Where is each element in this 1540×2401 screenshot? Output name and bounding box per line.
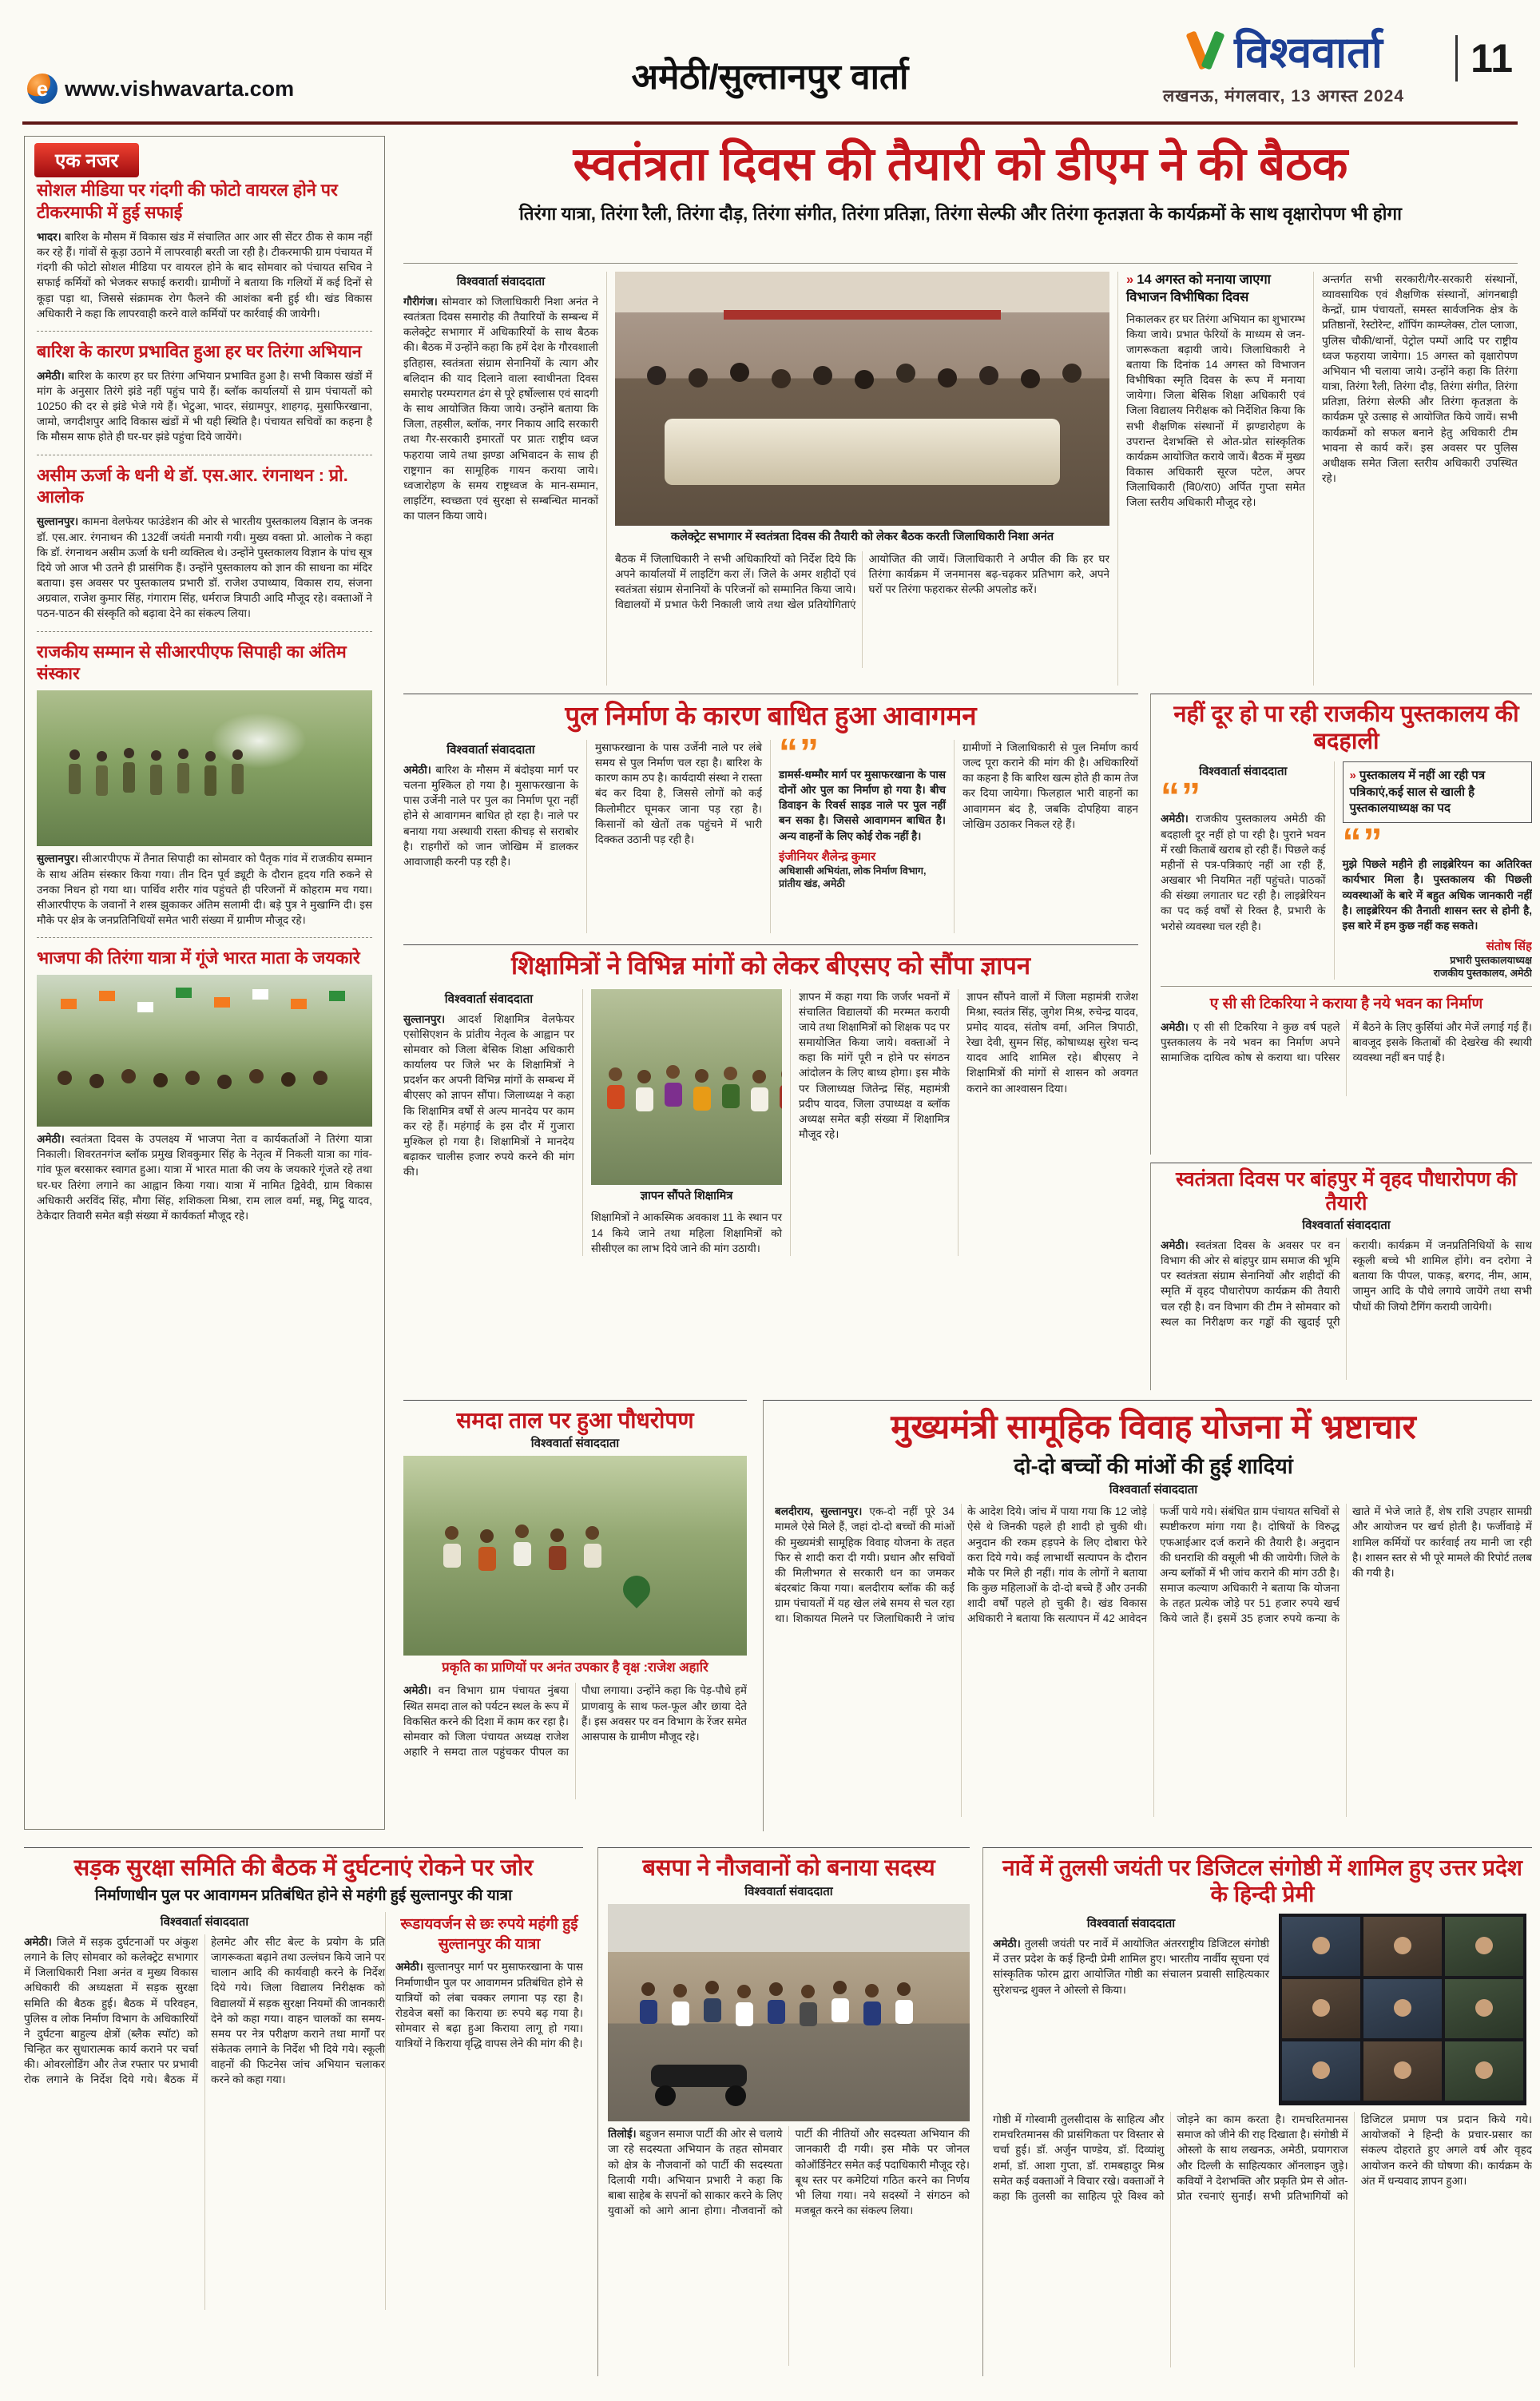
article-bridge-traffic [403, 694, 1138, 935]
quote-text: डामर्स-धम्मौर मार्ग पर मुसाफरखाना के पास दोनों ओर पुल का निर्माण हो गया है। बीच डिवाइन के रिवर्स साइड नाले पर पुल नहीं बन सका है। जिससे आवागमन बाधित है। अन्य वाहनों के लिए कोई रोक नहीं है। [779, 768, 946, 842]
edition-line: लखनऊ, मंगलवार, 13 अगस्त 2024 [1163, 87, 1404, 105]
double-arrow-icon [1126, 272, 1137, 287]
article-text: कामना वेलफेयर फाउंडेशन की ओर से भारतीय पुस्तकालय विज्ञान के जनक डॉ. एस.आर. रंगनाथन की 132वीं जयंती मनायी गयी। मुख्य वक्ता प्रो. आलोक ने कहा कि डॉ. रंगनाथन असीम ऊर्जा के धनी व्यक्तित्व थे। उन्होंने पुस्तकालय विज्ञान के पांच सूत्र दिये जो आज भी उतने ही प्रासंगिक हैं। उन्होंने पुस्तकालय को ज्ञान की साधना का मंदिर बताया। इस अवसर पर पुस्तकालय प्रभारी डॉ. राजेश उपाध्याय, विकास राय, संजना अग्रवाल, राजेश कुमार सिंह, गंगाराम सिंह, धर्मराज त्रिपाठी आदि मौजूद रहे। वक्ताओं ने पठन-पाठन की संस्कृति को बढ़ावा देने का संकल्प लिया। [37, 515, 372, 620]
flags-shape [61, 999, 77, 1009]
bridge-column-2 [587, 740, 771, 933]
article-subhead: दो-दो बच्चों की मांओं की हुई शादियां [1014, 1453, 1293, 1478]
article-text: बारिश के मौसम में विकास खंड में संचालित आर आर सी सेंटर ठीक से काम नहीं कर रहे हैं। गांवों से कूड़ा उठाने में लापरवाही बरती जा रही है। टीकरमाफी ग्राम पंचायत में गंदगी की फोटो सोशल मीडिया पर वायरल होने के बाद सोमवार को पंचायत सचिव ने सफाई कर्मियों को भेजकर सफाई करायी। ग्रामीणों ने बताया कि गलियों में कई दिनों से कूड़ा पड़ा था, जिससे संक्रामक रोग फैलने की आशंका बनी हुई थी। खंड विकास अधिकारी ने कहा कि लापरवाही करने वाले कर्मियों पर कार्रवाई की जायेगी। [37, 230, 372, 320]
quote-icon [1343, 829, 1532, 857]
people-shape [641, 1982, 655, 1996]
lead-headline: स्वतंत्रता दिवस की तैयारी को डीएम ने की बैठक [573, 138, 1348, 190]
lead-photo-column [607, 272, 1118, 686]
article-text: वन विभाग ग्राम पंचायत नुंबया स्थित समदा ताल को पर्यटन स्थल के रूप में विकसित करने की दिशा में काम कर रहा है। सोमवार को जिला पंचायत अध्यक्ष राजेश अहारि ने समदा ताल पहुंचकर पीपल का पौधा लगाया। उन्होंने कहा कि पेड़-पौधे हमें प्राणवायु के साथ फल-फूल और छाया देते हैं। इस अवसर पर वन विभाग के रेंजर समेत आसपास के ग्रामीण मौजूद रहे। [403, 1684, 747, 1759]
participant-tile [1363, 2041, 1442, 2101]
dateline: भादर। [37, 230, 62, 243]
participant-face [1312, 2061, 1330, 2079]
article-headline: शिक्षामित्रों ने विभिन्न मांगों को लेकर बीएसए को सौंपा ज्ञापन [510, 952, 1031, 980]
dateline: अमेठी। [403, 763, 431, 776]
sidebar-article-bjp-tiranga-yatra [37, 948, 372, 1223]
participant-tile [1445, 1979, 1523, 2038]
zoom-seminar-photo [1279, 1914, 1526, 2105]
photo-caption: प्रकृति का प्राणियों पर अनंत उपकार है वृक्ष :राजेश अहारि [442, 1660, 708, 1676]
divider [37, 631, 372, 632]
article-subhead: निर्माणाधीन पुल पर आवागमन प्रतिबंधित होने से महंगी हुई सुल्तानपुर की यात्रा [94, 1887, 513, 1905]
article-headline: बसपा ने नौजवानों को बनाया सदस्य [642, 1855, 935, 1881]
article-text: गोष्ठी में गोस्वामी तुलसीदास के साहित्य और रामचरितमानस की प्रासंगिकता पर विस्तार से चर्चा हुई। डॉ. अर्जुन पाण्डेय, डॉ. दिव्यांशु शर्मा, डॉ. आशा गुप्ता, डॉ. रामबहादुर मिश्र समेत कई वक्ताओं ने विचार रखे। वक्ताओं ने कहा कि तुलसी का साहित्य पूरे विश्व को जोड़ने का काम करता है। रामचरितमानस समाज को जीने की राह दिखाता है। संगोष्ठी में ओस्लो के साथ लखनऊ, अमेठी, प्रयागराज और दिल्ली के साहित्यकार ऑनलाइन जुड़े। कवियों ने देशभक्ति और प्रकृति प्रेम से ओत-प्रोत रचनाएं सुनाईं। सभी प्रतिभागियों को डिजिटल प्रमाण पत्र प्रदान किये गये। आयोजकों ने हिन्दी के प्रचार-प्रसार का संकल्प दोहराते हुए अगले वर्ष और वृहद आयोजन करने की घोषणा की। कार्यक्रम के अंत में धन्यवाद ज्ञापन हुआ। [993, 2113, 1532, 2202]
section-title: अमेठी/सुल्तानपुर वार्ता [631, 58, 909, 97]
lead-headline-block [403, 134, 1518, 264]
article-headline: समदा ताल पर हुआ पौधरोपण [456, 1408, 694, 1433]
article-headline: नार्वे में तुलसी जयंती पर डिजिटल संगोष्ठी में शामिल हुए उत्तर प्रदेश के हिन्दी प्रेमी [1002, 1855, 1522, 1907]
dateline: बलदीराय, सुल्तानपुर। [775, 1505, 863, 1518]
article-text: स्वतंत्रता दिवस के अवसर पर वन विभाग की ओर से बांहपुर ग्राम समाज की भूमि पर स्वतंत्रता संग्राम सेनानियों और शहीदों की स्मृति में वृहद पौधारोपण कार्यक्रम की तैयारी चल रही है। वन विभाग की टीम ने सोमवार को स्थल का निरीक्षण कर गड्ढों की खुदाई पूरी करायी। कार्यक्रम में जनप्रतिनिधियों के साथ स्कूली बच्चे भी शामिल होंगे। वन दरोगा ने बताया कि पीपल, पाकड़, बरगद, नीम, आम, जामुन आदि के पौधे लगाये जायेंगे तथा सभी पौधों की जियो टैगिंग करायी जायेगी। [1161, 1239, 1532, 1328]
participant-tile [1363, 1917, 1442, 1976]
sidebar-article-ranganathan [37, 465, 372, 622]
header-rule [22, 121, 1518, 125]
meeting-table-shape [665, 419, 1060, 485]
quote-icon [1161, 784, 1326, 811]
byline: विश्ववार्ता संवाददाता [1302, 1218, 1391, 1232]
smoke-shape [211, 713, 307, 769]
article-text: सीआरपीएफ में तैनात सिपाही का सोमवार को पैतृक गांव में राजकीय सम्मान के साथ अंतिम संस्कार किया गया। तीन दिन पूर्व ड्यूटी के दौरान हृदय गति रुकने से उनका निधन हो गया था। पार्थिव शरीर गांव पहुंचते ही परिजनों में कोहराम मच गया। सीआरपीएफ के जवानों ने शस्त्र झुकाकर अंतिम सलामी दी। बड़े पुत्र ने मुखाग्नि दी। इस मौके पर क्षेत्र के जनप्रतिनिधियों समेत भारी संख्या में ग्रामीण मौजूद रहे। [37, 853, 372, 926]
sidebar-article-flag-campaign [37, 341, 372, 445]
participant-face [1394, 1937, 1411, 1954]
dateline: तिलोई। [608, 2128, 637, 2141]
page-number: 11 [1455, 35, 1513, 81]
tiranga-yatra-photo [37, 975, 372, 1127]
article-text: जिले में सड़क दुर्घटनाओं पर अंकुश लगाने के लिए सोमवार को कलेक्ट्रेट सभागार में जिलाधिकारी निशा अनंत व मुख्य विकास अधिकारी की अध्यक्षता में सड़क सुरक्षा समिति की बैठक हुई। बैठक में परिवहन, पुलिस व लोक निर्माण विभाग के अधिकारियों ने दुर्घटना बाहुल्य क्षेत्रों (ब्लैक स्पॉट) को चिन्हित कर सुधारात्मक कार्य कराने पर चर्चा की। ओवरलोडिंग और तेज रफ्तार पर प्रभावी रोक लगाने के निर्देश दिये गये। बैठक में हेलमेट और सीट बेल्ट के प्रयोग के प्रति जागरूकता बढ़ाने तथा उल्लंघन किये जाने पर चालान आदि की कार्यवाही करने के निर्देश दिये गये। जिला विद्यालय निरीक्षक को विद्यालयों में सड़क सुरक्षा नियमों की जानकारी देने को कहा गया। वाहन चालकों का समय-समय पर नेत्र परीक्षण कराने तथा मार्गों पर संकेतक लगाने के निर्देश भी दिये गये। स्कूली वाहनों की फिटनेस जांच अभियान चलाकर करने को कहा गया। [24, 1935, 385, 2086]
bsp-members-photo [608, 1904, 970, 2121]
article-text: तुलसी जयंती पर नार्वे में आयोजित अंतरराष्ट्रीय डिजिटल संगोष्ठी में उत्तर प्रदेश के कई हिन्दी प्रेमी शामिल हुए। भारतीय नार्वीय सूचना एवं सांस्कृतिक फोरम द्वारा आयोजित गोष्ठी का संचालन प्रवासी साहित्यकार सुरेशचन्द्र शुक्ल ने ओस्लो से किया। [993, 1938, 1269, 1996]
memo-photo-column [583, 989, 791, 1256]
article-headline: बारिश के कारण प्रभावित हुआ हर घर तिरंगा अभियान [37, 341, 362, 361]
participant-face [1312, 1937, 1330, 1954]
quote-attribution-name: इंजीनियर शैलेन्द्र कुमार [779, 849, 876, 864]
motorcycle-shape [651, 2065, 747, 2087]
dateline: गौरीगंज। [403, 296, 438, 308]
memo-column-3 [791, 989, 959, 1256]
article-text: ज्ञापन सौंपने वालों में जिला महामंत्री राजेश मिश्रा, स्वतंत्र सिंह, जुगेश मिश्र, रुचेन्द्र यादव, प्रमोद यादव, संतोष वर्मा, अनिल त्रिपाठी, रेखा देवी, सुमन सिंह, कोषाध्यक्ष सुरेश चन्द यादव आदि शामिल रहे। बीएसए ने शिक्षामित्रों की मांगों से शासन को अवगत कराने का आश्वासन दिया। [966, 990, 1138, 1095]
participant-face [1475, 2061, 1493, 2079]
article-text: सुल्तानपुर मार्ग पर मुसाफरखाना के पास निर्माणाधीन पुल पर आवागमन प्रतिबंधित होने से यात्रियों को लंबा चक्कर लगाना पड़ रहा है। रोडवेज बसों का किराया छः रुपये बढ़ गया है। सोमवार से बढ़ा हुआ किराया लागू हो गया। यात्रियों ने किराया वृद्धि वापस लेने की मांग की है। [395, 1961, 583, 2050]
dm-meeting-photo [615, 272, 1109, 526]
memorandum-photo [591, 989, 782, 1185]
article-text: मुसाफरखाना के पास उर्जेनी नाले पर लंबे समय से पुल निर्माण चल रहा है। बारिश के कारण काम ठप है। कार्यदायी संस्था ने रास्ता बंद कर दिया है, जिससे लोगों को कई किलोमीटर घूमकर जाना पड़ रहा है। किसानों को खेतों तक पहुंचने में भारी दिक्कत उठानी पड़ रही है। [595, 741, 762, 845]
article-text: एक-दो नहीं पूरे 34 मामले ऐसे मिले हैं, जहां दो-दो बच्चों की मांओं की मुख्यमंत्री सामूहिक विवाह योजना के तहत फिर से शादी करा दी गयी। प्रधान और सचिवों की मिलीभगत से सरकारी धन का जमकर बंदरबांट किया गया। बलदीराय ब्लॉक की कई ग्राम पंचायतों में यह खेल लंबे समय से चल रहा था। शिकायत मिलने पर जिलाधिकारी ने जांच के आदेश दिये। जांच में पाया गया कि 12 जोड़े ऐसे थे जिनकी पहले ही शादी हो चुकी थी। अनुदान की रकम हड़पने के लिए दोबारा फेरे करा दिये गये। कई लाभार्थी सत्यापन के दौरान मौके पर मिले ही नहीं। गांव के लोगों ने बताया कि कुछ महिलाओं के दो-दो बच्चे हैं और उनकी शादी वर्षों पहले हो चुकी है। खंड विकास अधिकारी ने बताया कि सत्यापन में 42 आवेदन फर्जी पाये गये। संबंधित ग्राम पंचायत सचिवों से स्पष्टीकरण मांगा गया है। दोषियों के विरुद्ध एफआईआर दर्ज कराने की तैयारी है। अनुदान की धनराशि की वसूली भी की जायेगी। जिले के अन्य ब्लॉकों में भी जांच कराने की मांग उठी है। समाज कल्याण अधिकारी ने बताया कि योजना के तहत प्रत्येक जोड़े पर 51 हजार रुपये खर्च किये जाते हैं। इसमें 35 हजार रुपये कन्या के खाते में भेजे जाते हैं, शेष राशि उपहार सामग्री और आयोजन पर खर्च होती है। फर्जीवाड़े में शामिल कर्मियों पर कार्रवाई तय मानी जा रही है। शासन स्तर से भी पूरे मामले की रिपोर्ट तलब की गयी है। [775, 1505, 1532, 1625]
quote-text: मुझे पिछले महीने ही लाइब्रेरियन का अतिरिक्त कार्यभार मिला है। पुस्तकालय की पिछली व्यवस्थाओं के बारे में बहुत अधिक जानकारी नहीं है। लाइब्रेरियन की तैनाती शासन स्तर से होनी है, इस बारे में हम कुछ नहीं कह सकते। [1342, 858, 1532, 932]
byline: विश्ववार्ता संवाददाता [447, 742, 535, 757]
people-shape [69, 749, 80, 760]
quote-attribution-name: संतोष सिंह [1486, 939, 1532, 953]
participant-tile [1282, 1917, 1360, 1976]
double-arrow-icon [1350, 769, 1359, 782]
byline: विश्ववार्ता संवाददाता [456, 275, 546, 288]
dateline: अमेठी। [395, 1961, 423, 1974]
participant-tile [1363, 1979, 1442, 2038]
plantation-photo [403, 1456, 747, 1656]
article-headline: भाजपा की तिरंगा यात्रा में गूंजे भारत माता के जयकारे [37, 948, 360, 968]
article-library-building [1161, 986, 1532, 1096]
article-headline: स्वतंत्रता दिवस पर बांहपुर में वृहद पौधारोपण की तैयारी [1175, 1168, 1518, 1214]
article-norway-tulsi-seminar [982, 1847, 1532, 2376]
people-shape [445, 1526, 458, 1540]
soldier-figures-shape [69, 764, 81, 794]
article-headline: मुख्यमंत्री सामूहिक विवाह योजना में भ्रष्टाचार [891, 1408, 1416, 1445]
sub-article-headline: रूडायवर्जन से छः रुपये महंगी हुई सुल्तानपुर की यात्रा [400, 1915, 578, 1953]
dateline: अमेठी। [1161, 1021, 1189, 1034]
participant-face [1394, 2061, 1411, 2079]
road-safety-text [24, 1912, 385, 2310]
article-text: ज्ञापन में कहा गया कि जर्जर भवनों में संचालित विद्यालयों की मरम्मत करायी जाये तथा शिक्षामित्रों को शिक्षक पद पर समायोजित किया जाये। वक्ताओं ने कहा कि मांगें पूरी न होने पर संगठन आंदोलन के लिए बाध्य होगा। इस मौके पर जिलाध्यक्ष जितेन्द्र सिंह, महामंत्री प्रदीप यादव, जिला उपाध्यक्ष व ब्लॉक अध्यक्ष समेत बड़ी संख्या में शिक्षामित्र मौजूद रहे। [799, 990, 950, 1140]
article-headline: सड़क सुरक्षा समिति की बैठक में दुर्घटनाएं रोकने पर जोर [73, 1855, 534, 1881]
article-text: सोमवार को जिलाधिकारी निशा अनंत ने स्वतंत्रता दिवस समारोह की तैयारियों के सम्बन्ध में कलेक्ट्रेट सभागार में अधिकारियों के साथ बैठक की। बैठक में उन्होंने कहा कि हमें देश के गौरवशाली इतिहास, स्वतंत्रता संग्राम सेनानियों के त्याग और बलिदान की याद दिलाने वाला स्वाधीनता दिवस समारोह परम्परागत ढंग से पूरे हर्षोल्लास एवं सादगी के साथ आयोजित किया जाये। उन्होंने बताया कि जिला, तहसील, ब्लॉक, नगर निकाय आदि सरकारी तथा गैर-सरकारी इमारतों पर प्रातः राष्ट्रीय ध्वज फहराया जाये तथा झण्डा अभिवादन के साथ ही राष्ट्रगान का सामूहिक गायन कराया जाये। ध्वजारोहण के समय राष्ट्रध्वज के मान-सम्मान, लाइटिंग, स्वच्छता एवं सुरक्षा से सम्बन्धित मानकों का पालन किया जाये। [403, 296, 598, 523]
bridge-quote-column [771, 740, 955, 933]
article-shikshamitra-memorandum [403, 944, 1138, 1382]
masthead [1163, 21, 1404, 107]
masthead-name: विश्ववार्ता [1234, 29, 1383, 77]
article-text: ग्रामीणों ने जिलाधिकारी से पुल निर्माण कार्य जल्द पूरा कराने की मांग की है। अधिकारियों का कहना है कि बारिश खत्म होते ही काम तेज कर दिया जायेगा। फिलहाल भारी वाहनों का आवागमन बंद है, जबकि दोपहिया वाहन जोखिम उठाकर निकल रहे हैं। [963, 741, 1138, 830]
one-glance-tab: एक नजर [34, 143, 139, 177]
article-text: शिक्षामित्रों ने आकस्मिक अवकाश 11 के स्थान पर 14 किये जाने तथा महिला शिक्षामित्रों को सीसीएल का लाभ दिये जाने की मांग उठायी। [591, 1211, 782, 1254]
participant-tile [1445, 1917, 1523, 1976]
banner-shape [724, 310, 1001, 320]
photo-caption: कलेक्ट्रेट सभागार में स्वतंत्रता दिवस की तैयारी को लेकर बैठक करती जिलाधिकारी निशा अनंत [670, 531, 1054, 543]
byline: विश्ववार्ता संवाददाता [744, 1885, 833, 1899]
officials-shape [647, 366, 666, 385]
funeral-photo [37, 690, 372, 846]
sub-article-headline: ए सी सी टिकरिया ने कराया है नये भवन का निर्माण [1209, 996, 1483, 1013]
lead-column-5 [1314, 272, 1518, 686]
highlight-text: पुस्तकालय में नहीं आ रही पत्र पत्रिकाएं,कई साल से खाली है पुस्तकालयाध्यक्ष का पद [1349, 769, 1486, 815]
byline: विश्ववार्ता संवाददाता [160, 1914, 249, 1929]
dateline: अमेठी। [993, 1938, 1021, 1950]
lead-column-1 [403, 272, 607, 686]
article-text: निकालकर हर घर तिरंगा अभियान का शुभारम्भ किया जाये। प्रभात फेरियों के माध्यम से जन-जागरूकता बढ़ायी जाये। जिलाधिकारी ने बताया कि दिनांक 14 अगस्त को विभाजन विभीषिका स्मृति दिवस के रूप में मनाया जायेगा। जिला बेसिक शिक्षा अधिकारी एवं जिला विद्यालय निरीक्षक को निर्देशित किया कि सभी शैक्षणिक संस्थानों में झण्डारोहण के उपरान्त देशभक्ति से ओत-प्रोत सांस्कृतिक कार्यक्रम आयोजित कराये जायें। बैठक में मुख्य विकास अधिकारी सूरज पटेल, अपर जिलाधिकारी (वि0/रा0) अर्पित गुप्ता समेत जिला स्तरीय अधिकारी मौजूद रहे। [1126, 312, 1305, 509]
participant-tile [1282, 1979, 1360, 2038]
people-figures-shape [640, 2000, 657, 2024]
participant-face [1312, 1999, 1330, 2017]
sub-item-heading [1126, 272, 1305, 307]
lead-column-4 [1118, 272, 1314, 686]
article-text: बारिश के मौसम में बंदोइया मार्ग पर चलना मुश्किल हो गया है। मुसाफरखाना के पास उर्जेनी नाले पर पुल का निर्माण पूरा नहीं होने से आवागमन बाधित हो रहा है। नाले पर बनाया गया अस्थायी रास्ता कीचड़ से सराबोर है। राहगीरों को जान जोखिम में डालकर आवाजाही करनी पड़ रही है। [403, 763, 578, 868]
article-text: स्वतंत्रता दिवस के उपलक्ष्य में भाजपा नेता व कार्यकर्ताओं ने तिरंगा यात्रा निकाली। शिवरतनगंज ब्लॉक प्रमुख शिवकुमार सिंह के नेतृत्व में निकली यात्रा का गांव-गांव फूल बरसाकर स्वागत हुआ। यात्रा में भारत माता की जय के जयकारे गूंजते रहे तथा घर-घर तिरंगा लगाने का आह्वान किया गया। यात्रा में नामित द्विवेदी, ग्राम विकास अधिकारी अरविंद सिंह, मौगा सिंह, शशिकला मिश्रा, राम लाल वर्मा, मन्नू, मिट्ठू यादव, ठेकेदार तिवारी समेत बड़ी संख्या में कार्यकर्ता मौजूद रहे। [37, 1133, 372, 1222]
memo-column-1 [403, 989, 583, 1256]
sapling-shape [617, 1570, 656, 1608]
dateline: अमेठी। [403, 1684, 431, 1697]
library-box-column [1335, 761, 1532, 980]
article-text: राजकीय पुस्तकालय अमेठी की बदहाली दूर नहीं हो पा रही है। पुराने भवन में रखी किताबें खराब हो रही हैं। पिछले कई महीनों से पत्र-पत्रिकाएं नहीं आ रही हैं, अखबार भी नियमित नहीं पहुंचते। पाठकों की संख्या लगातार घट रही है। लाइब्रेरियन का पद कई वर्षों से रिक्त है, प्रभारी के भरोसे व्यवस्था चल रही है। [1161, 813, 1326, 932]
article-text: अन्तर्गत सभी सरकारी/गैर-सरकारी संस्थानों, व्यावसायिक एवं शैक्षणिक संस्थानों, आंगनबाड़ी केन्द्रों, ग्राम पंचायतों, समस्त सार्वजनिक क्षेत्र के प्रतिष्ठानों, रेस्टोरेन्ट, शॉपिंग काम्प्लेक्स, टोल प्लाजा, पुलिस चौकी/थानों, पेट्रोल पम्पों आदि पर राष्ट्रीय ध्वज फहराया जायेगा। 15 अगस्त को वृक्षारोपण अभियान भी चलाया जाये। उन्होंने कहा कि तिरंगा यात्रा, तिरंगा रैली, तिरंगा दौड़, तिरंगा संगीत, तिरंगा प्रतिज्ञा, तिरंगा सेल्फी और तिरंगा कृतज्ञता के कार्यक्रम पूरे उत्साह से आयोजित किये जायें। सभी कार्यक्रमों को सफल बनाने हेतु अधिकारी टीम भावना से कार्य करें। इस अवसर पर पुलिस अधीक्षक समेत जिला स्तरीय अधिकारी उपस्थित रहे। [1322, 273, 1518, 485]
quote-icon [779, 740, 946, 767]
byline: विश्ववार्ता संवाददाता [444, 992, 534, 1006]
article-bsp-membership [597, 1847, 970, 2376]
norway-text-column [993, 1914, 1269, 2105]
article-road-safety-meeting [24, 1847, 583, 2376]
one-glance-sidebar [24, 136, 385, 1830]
dateline: अमेठी। [37, 1133, 65, 1146]
participant-face [1475, 1999, 1493, 2017]
sidebar-article-crpf-funeral [37, 642, 372, 928]
divider [37, 937, 372, 938]
quote-attribution-role: अधिशासी अभियंता, लोक निर्माण विभाग, प्रांतीय खंड, अमेठी [779, 865, 927, 889]
participant-tile [1282, 2041, 1360, 2101]
dateline: सुल्तानपुर। [403, 1012, 446, 1025]
quote-attribution-role: राजकीय पुस्तकालय, अमेठी [1433, 968, 1532, 980]
byline: विश्ववार्ता संवाददाता [530, 1437, 620, 1451]
masthead-v-icon [1185, 30, 1226, 71]
article-fare-hike [385, 1912, 583, 2310]
highlight-box [1343, 761, 1532, 823]
dateline: अमेठी। [24, 1935, 52, 1948]
bridge-column-1 [403, 740, 587, 933]
article-marriage-scheme-corruption [763, 1400, 1532, 1831]
people-figures-shape [443, 1544, 461, 1568]
dateline: सुल्तानपुर। [37, 515, 79, 528]
byline: विश्ववार्ता संवाददाता [1199, 765, 1288, 779]
article-headline: नहीं दूर हो पा रही राजकीय पुस्तकालय की बदहाली [1173, 702, 1519, 755]
lead-subhead: तिरंगा यात्रा, तिरंगा रैली, तिरंगा दौड़, तिरंगा संगीत, तिरंगा प्रतिज्ञा, तिरंगा सेल्फी और तिरंगा कृतज्ञता के कार्यक्रमों के साथ वृक्षारोपण भी होगा [518, 204, 1403, 225]
sub-item-heading-text: 14 अगस्त को मनाया जाएगा विभाजन विभीषिका दिवस [1126, 272, 1271, 304]
article-text: ए सी सी टिकरिया ने कुछ वर्ष पहले पुस्तकालय के नये भवन का निर्माण अपने सामाजिक दायित्व कोष से कराया था। परिसर में बैठने के लिए कुर्सियां और मेजें लगाई गई हैं। बावजूद इसके किताबों की देखरेख की स्थायी व्यवस्था नहीं बन पाई है। [1161, 1021, 1532, 1064]
article-headline: असीम ऊर्जा के धनी थे डॉ. एस.आर. रंगनाथन : प्रो. आलोक [37, 465, 348, 507]
dateline: सुल्तानपुर। [37, 853, 79, 865]
article-headline: पुल निर्माण के कारण बाधित हुआ आवागमन [565, 701, 977, 730]
dateline: अमेठी। [37, 369, 65, 382]
lead-article [403, 272, 1518, 686]
article-text: बहुजन समाज पार्टी की ओर से चलाये जा रहे सदस्यता अभियान के तहत सोमवार को क्षेत्र के नौजवानों को पार्टी की सदस्यता दिलायी गयी। अभियान प्रभारी ने कहा कि बाबा साहेब के सपनों को साकार करने के लिए युवाओं को आगे आना होगा। नौजवानों को पार्टी की नीतियों और सदस्यता अभियान की जानकारी दी गयी। इस मौके पर जोनल कोऑर्डिनेटर समेत कई पदाधिकारी मौजूद रहे। बूथ स्तर पर कमेटियां गठित करने का निर्णय भी लिया गया। नये सदस्यों ने संगठन को मजबूत करने का संकल्प लिया। [608, 2128, 970, 2216]
dateline: अमेठी। [1161, 813, 1189, 825]
participant-tile [1445, 2041, 1523, 2101]
article-headline: सोशल मीडिया पर गंदगी की फोटो वायरल होने पर टीकरमाफी में हुई सफाई [37, 181, 338, 222]
article-text: आदर्श शिक्षामित्र वेलफेयर एसोसिएशन के प्रांतीय नेतृत्व के आह्वान पर सोमवार को जिला बेसिक शिक्षा अधिकारी कार्यालय पर जिले भर के शिक्षामित्रों ने प्रदर्शन कर अपनी विभिन्न मांगों के सम्बन्ध में बीएसए को ज्ञापन सौंपा। जिलाध्यक्ष ने कहा कि शिक्षामित्र वर्षों से अल्प मानदेय पर काम कर रहे हैं। महंगाई के इस दौर में गुजारा मुश्किल हो गया है। शिक्षामित्रों ने मानदेय बढ़ाकर चालीस हजार रुपये करने की मांग की। [403, 1012, 574, 1179]
participant-face [1475, 1937, 1493, 1954]
article-samda-plantation [403, 1400, 747, 1831]
byline: विश्ववार्ता संवाददाता [1086, 1917, 1176, 1931]
article-banhpur-plantation [1150, 1163, 1532, 1390]
people-figures-shape [607, 1085, 625, 1109]
people-shape [58, 1071, 72, 1085]
quote-attribution-role: प्रभारी पुस्तकालयाध्यक्ष [1450, 954, 1532, 966]
divider [37, 331, 372, 332]
participant-face [1394, 1999, 1411, 2017]
sidebar-article-cleanliness [37, 180, 372, 321]
people-shape [609, 1067, 622, 1081]
wheel-shape [655, 2085, 676, 2106]
memo-column-4 [959, 989, 1138, 1256]
dateline: अमेठी। [1161, 1239, 1189, 1251]
library-text-column [1161, 761, 1335, 980]
photo-caption: ज्ञापन सौंपते शिक्षामित्र [640, 1189, 733, 1202]
article-text: बैठक में जिलाधिकारी ने सभी अधिकारियों को निर्देश दिये कि अपने कार्यालयों में लाइटिंग करा लें। जिले के अमर शहीदों एवं स्वतंत्रता संग्राम सेनानियों के परिजनों को सम्मानित किया जाये। विद्यालयों में प्रभात फेरी निकाली जाये तथा खेल प्रतियोगिताएं आयोजित की जायें। जिलाधिकारी ने अपील की कि हर घर तिरंगा कार्यक्रम में जनमानस बढ़-चढ़कर प्रतिभाग करे, अपने घरों पर तिरंगा फहराकर सेल्फी अपलोड करें। [615, 552, 1109, 611]
article-text: बारिश के कारण हर घर तिरंगा अभियान प्रभावित हुआ है। सभी विकास खंडों में मांग के अनुसार तिरंगे झंडे नहीं पहुंच पाये हैं। ब्लॉक कार्यालयों से ग्राम पंचायतों को 10250 की दर से झंडे भेजे गये हैं। भेटुआ, भादर, संग्रामपुर, शाहगढ़, मुसाफिरखाना, जामो, जगदीशपुर आदि विकास खंडों में भी यही स्थिति है। पंचायत सचिवों का कहना है कि मौसम साफ होते ही घर-घर झंडे पहुंचा दिये जायेंगे। [37, 369, 372, 443]
byline: विश्ववार्ता संवाददाता [1109, 1483, 1198, 1497]
article-library-condition [1150, 694, 1532, 1155]
website-url: www.vishwavarta.com [65, 76, 295, 101]
bridge-column-4 [955, 740, 1138, 933]
article-headline: राजकीय सम्मान से सीआरपीएफ सिपाही का अंतिम संस्कार [37, 642, 347, 684]
